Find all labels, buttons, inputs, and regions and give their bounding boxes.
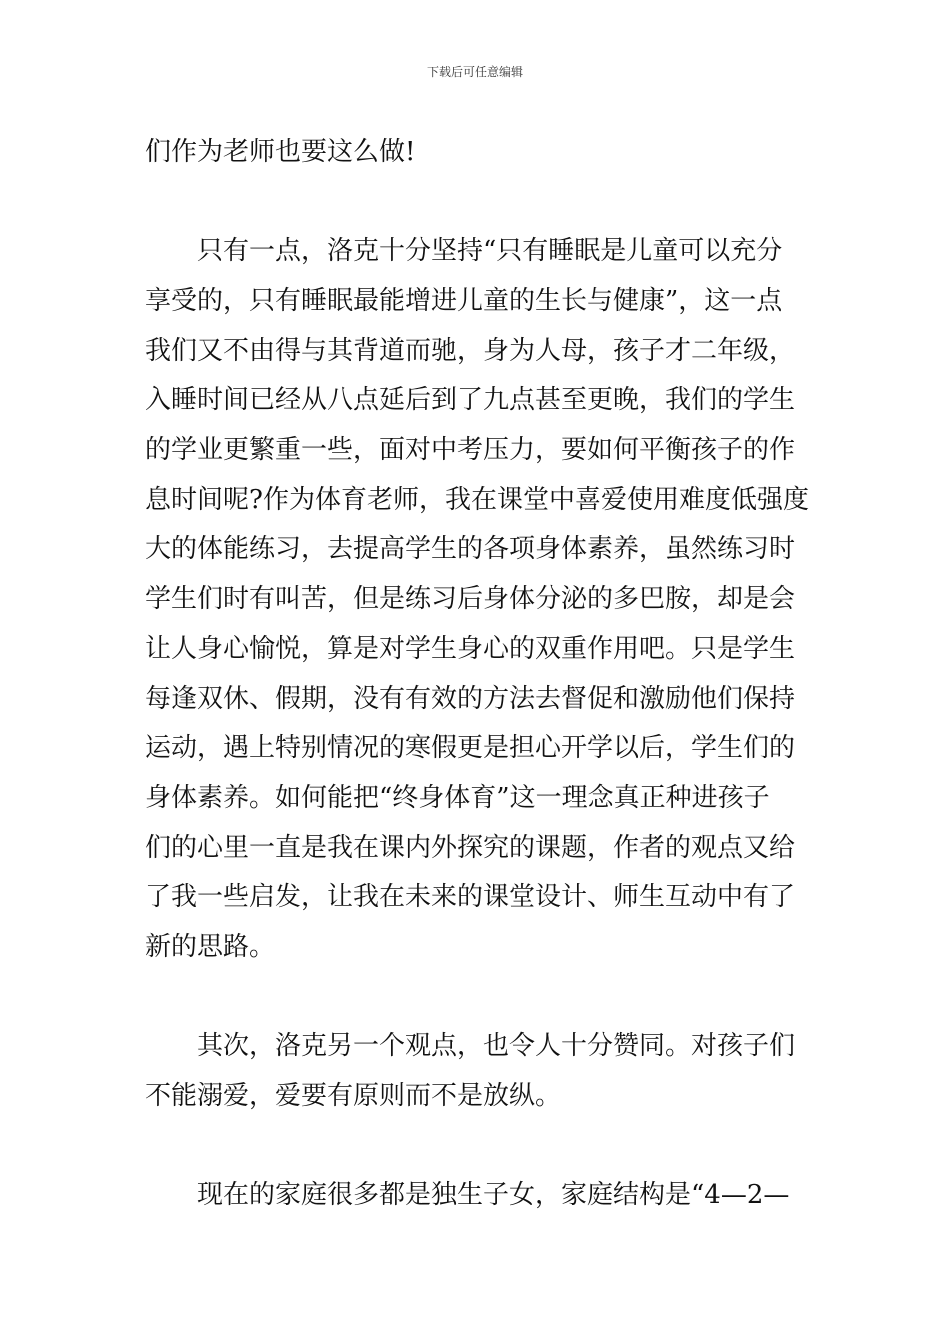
text-line: 新的思路。 bbox=[145, 932, 276, 963]
text-line: 享受的，只有睡眠最能增进儿童的生长与健康”，这一点 bbox=[145, 285, 783, 316]
paragraph-family bbox=[145, 1171, 810, 1221]
paragraph-gap bbox=[145, 1122, 810, 1172]
text-line: 不能溺爱，爱要有原则而不是放纵。 bbox=[145, 1080, 562, 1111]
text-line: 让人身心愉悦，算是对学生身心的双重作用吧。只是学生 bbox=[145, 633, 796, 664]
document-body bbox=[145, 128, 810, 1221]
text-line: 身体素养。如何能把“终身体育”这一理念真正种进孩子 bbox=[145, 782, 770, 813]
paragraph-gap bbox=[145, 178, 810, 228]
paragraph-continuation bbox=[145, 128, 810, 178]
text-line: 每逢双休、假期，没有有效的方法去督促和激励他们保持 bbox=[145, 683, 796, 714]
paragraph-gap bbox=[145, 973, 810, 1023]
text-line: 了我一些启发，让我在未来的课堂设计、师生互动中有了 bbox=[145, 882, 796, 913]
paragraph-sleep bbox=[145, 227, 810, 973]
text-line: 只有一点，洛克十分坚持“只有睡眠是儿童可以充分 bbox=[197, 236, 783, 267]
text-line: 们的心里一直是我在课内外探究的课题，作者的观点又给 bbox=[145, 832, 796, 863]
page-header: 下载后可任意编辑 bbox=[426, 65, 523, 79]
text-line: 的学业更繁重一些，面对中考压力，要如何平衡孩子的作 bbox=[145, 435, 796, 466]
text-line: 运动，遇上特别情况的寒假更是担心开学以后，学生们的 bbox=[145, 733, 796, 764]
text-line: 学生们时有叫苦，但是练习后身体分泌的多巴胺，却是会 bbox=[145, 584, 796, 615]
text-line: 们作为老师也要这么做! bbox=[145, 137, 416, 167]
text-line: 现在的家庭很多都是独生子女，家庭结构是“4—2— bbox=[197, 1180, 790, 1211]
text-line: 我们又不由得与其背道而驰，身为人母，孩子才二年级， bbox=[145, 335, 796, 366]
text-line: 其次，洛克另一个观点，也令人十分赞同。对孩子们 bbox=[197, 1031, 796, 1062]
paragraph-spoiling bbox=[145, 1022, 810, 1121]
text-line: 大的体能练习，去提高学生的各项身体素养，虽然练习时 bbox=[145, 534, 796, 565]
text-line: 息时间呢?作为体育老师，我在课堂中喜爱使用难度低强度 bbox=[145, 484, 809, 515]
text-line: 入睡时间已经从八点延后到了九点甚至更晚，我们的学生 bbox=[145, 385, 796, 416]
